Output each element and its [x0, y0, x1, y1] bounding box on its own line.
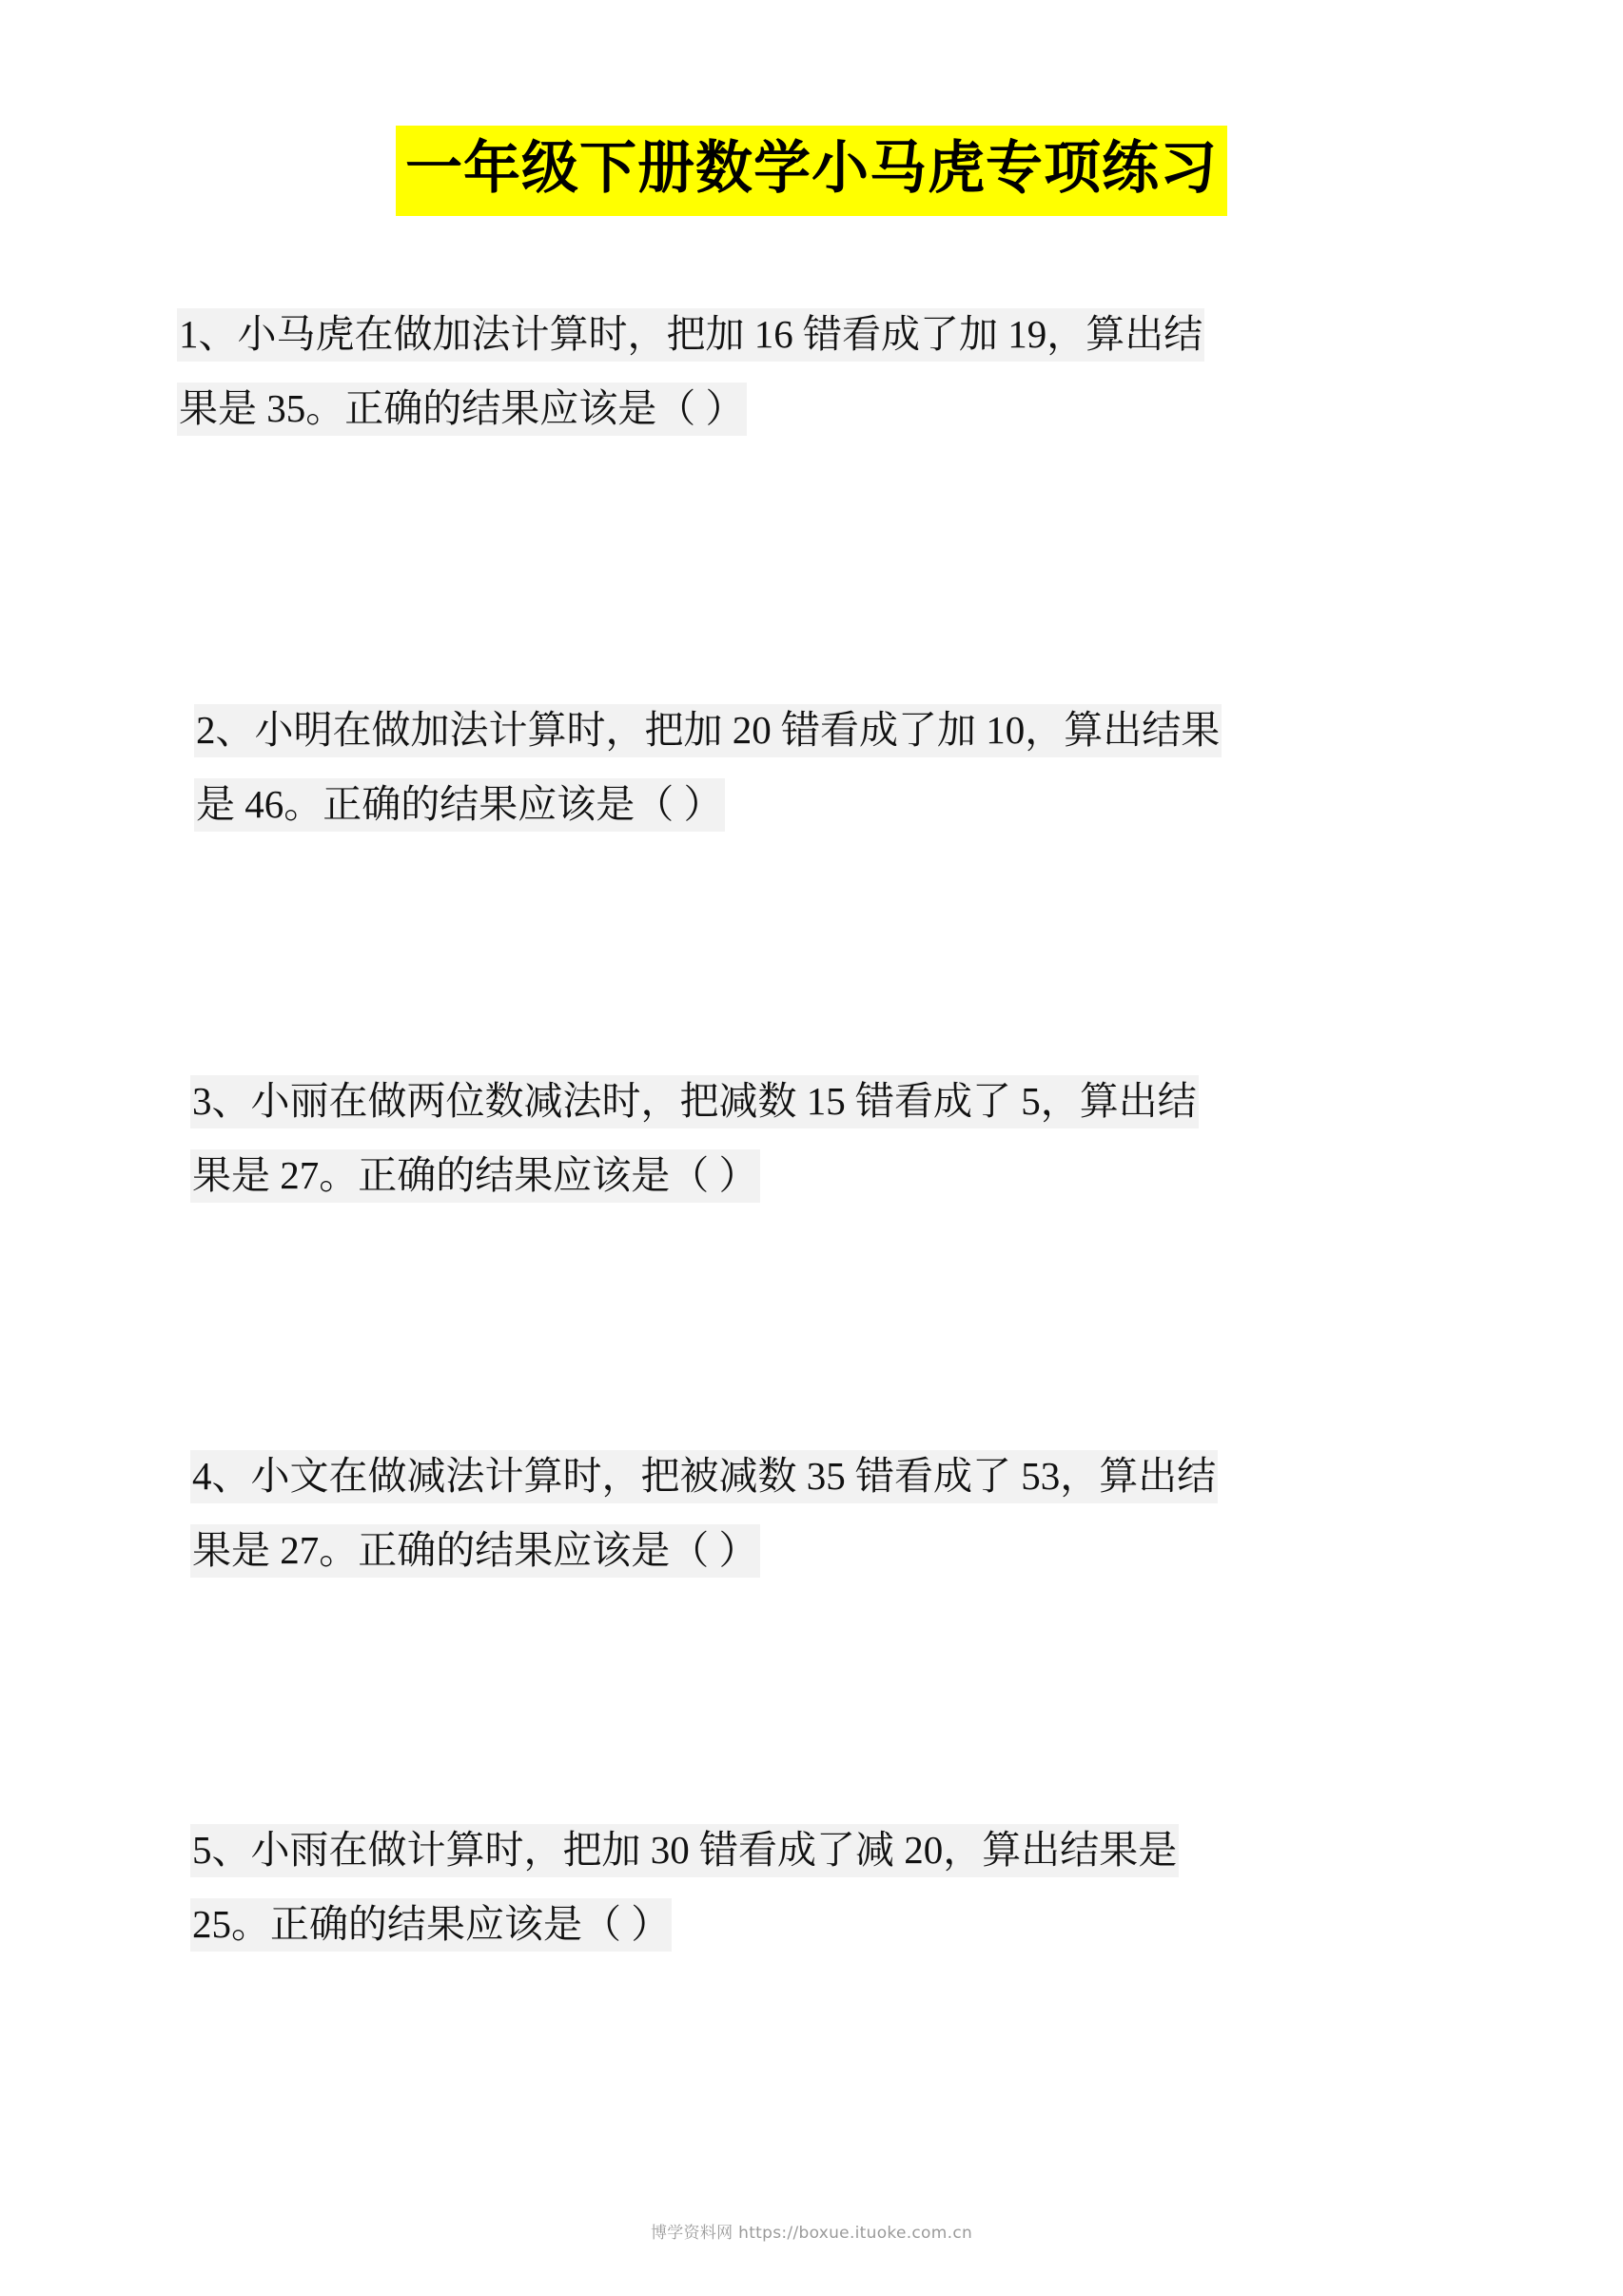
- question-line: [177, 371, 1471, 445]
- question-item: [177, 297, 1471, 445]
- question-line: [177, 1887, 1471, 1961]
- question-line: [177, 693, 1471, 767]
- question-item: [177, 1439, 1471, 1587]
- question-text: 果是 27。正确的结果应该是（ ）: [190, 1524, 760, 1578]
- question-text: 25。正确的结果应该是（ ）: [190, 1898, 672, 1952]
- question-item: [177, 1813, 1471, 1961]
- question-item: [177, 1064, 1471, 1212]
- question-text: 2、小明在做加法计算时，把加 20 错看成了加 10，算出结果: [194, 704, 1222, 757]
- question-text: 是 46。正确的结果应该是（ ）: [194, 778, 725, 832]
- question-text: 果是 27。正确的结果应该是（ ）: [190, 1149, 760, 1203]
- question-text: 1、小马虎在做加法计算时，把加 16 错看成了加 19，算出结: [177, 308, 1204, 362]
- page-title-container: [0, 126, 1623, 216]
- question-line: [177, 767, 1471, 841]
- page-title: 一年级下册数学小马虎专项练习: [396, 126, 1227, 216]
- page-footer-watermark: 博学资料网 https://boxue.ituoke.com.cn: [650, 2224, 973, 2243]
- question-line: [177, 1813, 1471, 1887]
- question-item: [177, 693, 1471, 841]
- question-line: [177, 297, 1471, 371]
- question-text: 5、小雨在做计算时，把加 30 错看成了减 20，算出结果是: [190, 1824, 1179, 1877]
- question-line: [177, 1439, 1471, 1513]
- question-text: 果是 35。正确的结果应该是（ ）: [177, 383, 747, 436]
- question-line: [177, 1513, 1471, 1587]
- question-line: [177, 1064, 1471, 1138]
- question-text: 4、小文在做减法计算时，把被减数 35 错看成了 53，算出结: [190, 1450, 1218, 1503]
- question-text: 3、小丽在做两位数减法时，把减数 15 错看成了 5，算出结: [190, 1075, 1199, 1128]
- question-line: [177, 1138, 1471, 1212]
